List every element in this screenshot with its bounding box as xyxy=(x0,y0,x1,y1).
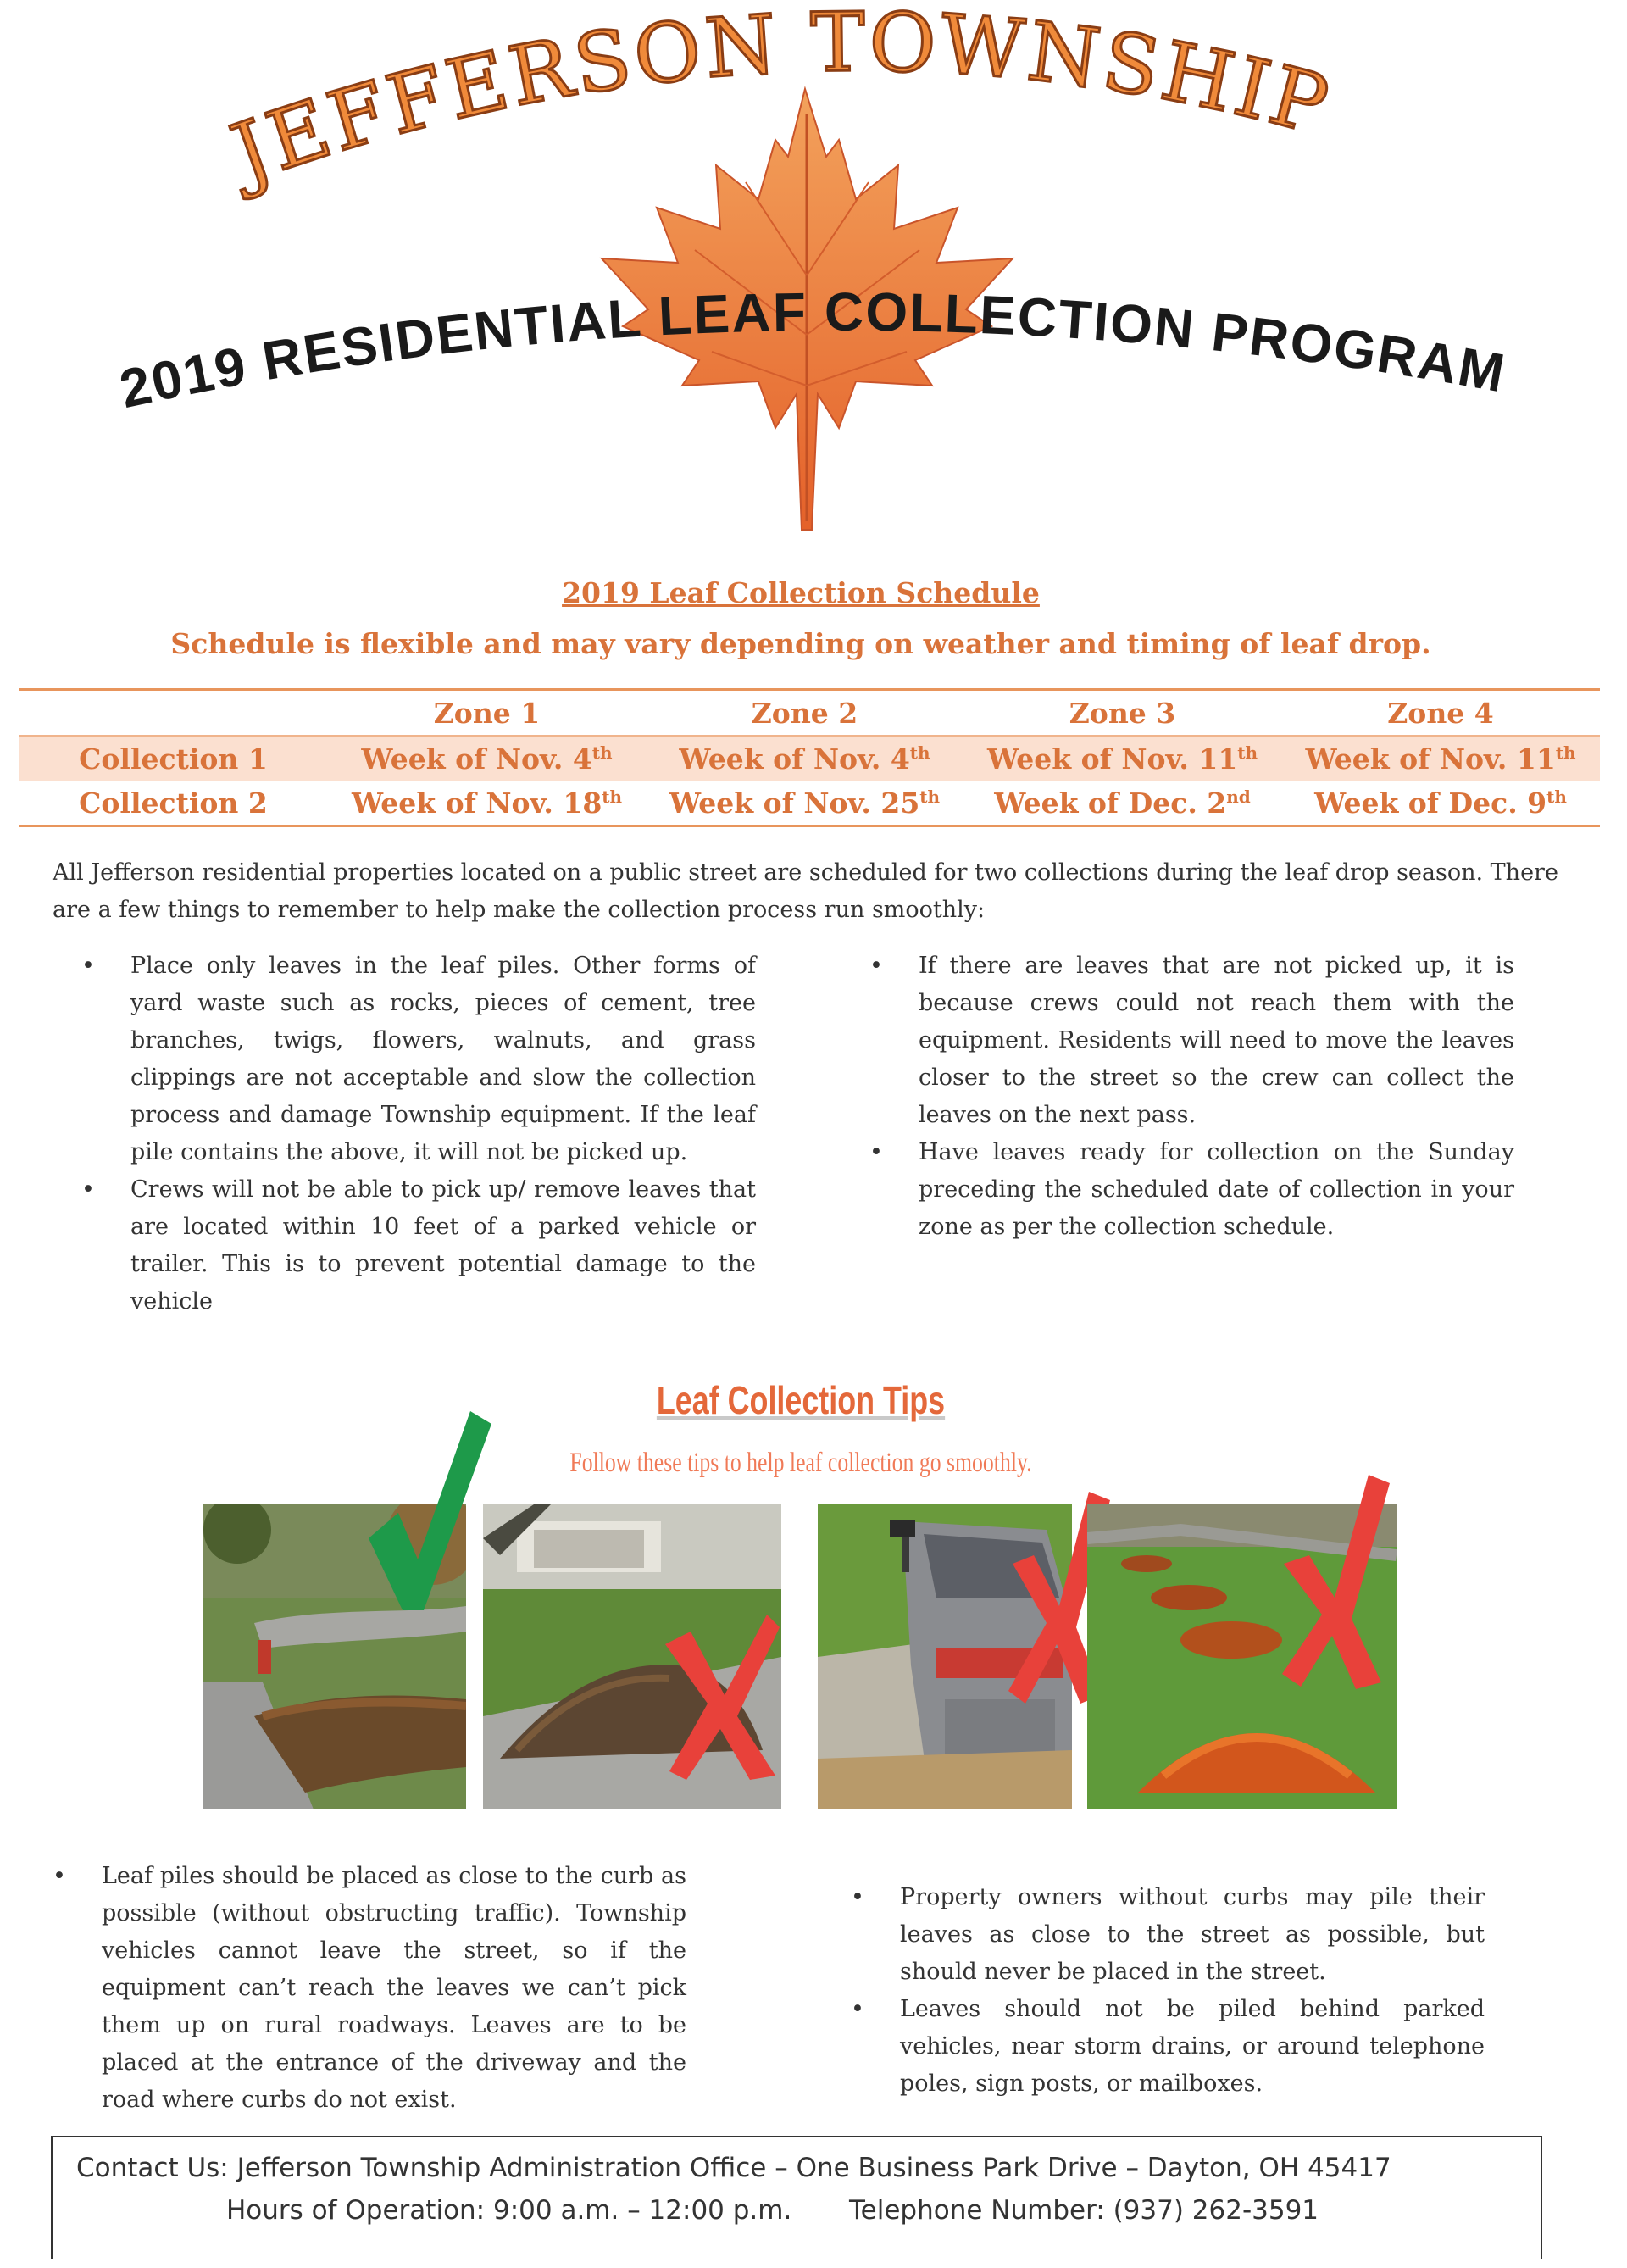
schedule-cell: Week of Dec. 9th xyxy=(1314,786,1567,820)
zone-header: Zone 2 xyxy=(646,690,963,737)
program-title: 2019 RESIDENTIAL LEAF COLLECTION PROGRAM xyxy=(114,281,1511,420)
bullet-icon: • xyxy=(851,1884,864,1910)
list-item: • Property owners without curbs may pile their leaves as close to the street as possible, but should never be placed in the street. xyxy=(822,1879,1485,1991)
zone-header: Zone 3 xyxy=(963,690,1281,737)
zone-header: Zone 1 xyxy=(328,690,646,737)
bullet-icon: • xyxy=(869,1139,883,1165)
contact-line: Contact Us: Jefferson Township Administration Office – One Business Park Drive – Dayton, OH 45417 xyxy=(76,2153,1391,2183)
schedule-heading: 2019 Leaf Collection Schedule xyxy=(562,576,1040,609)
schedule-row xyxy=(19,781,1600,826)
tips-title: Leaf Collection Tips xyxy=(656,1378,946,1422)
schedule-cell: Week of Nov. 18th xyxy=(351,786,623,820)
collection-label: Collection 1 xyxy=(19,736,328,781)
schedule-cell: Week of Nov. 4th xyxy=(646,736,963,781)
list-item: • Have leaves ready for collection on the Sunday preceding the scheduled date of collection in your zone as per the collection schedule. xyxy=(841,1134,1514,1246)
office-hours: Hours of Operation: 9:00 a.m. – 12:00 p.m. xyxy=(226,2195,792,2226)
contact-box xyxy=(51,2136,1542,2259)
intro-paragraph: All Jefferson residential properties located on a public street are scheduled for two collections during the leaf drop season. There are a few things to remember to help make the collection process run smoothly: xyxy=(53,859,1558,923)
list-item: • Leaf piles should be placed as close to the curb as possible (without obstructing traffic). Township vehicles cannot leave the street, so if the equipment can’t reach the leaves we can’t pick them up on rural roadways. Leaves are to be placed at the entrance of the driveway and the road where curbs do not exist. xyxy=(24,1858,686,2119)
bullet-icon: • xyxy=(869,953,883,979)
list-item: • Place only leaves in the leaf piles. Other forms of yard waste such as rocks, pieces of cement, tree branches, twigs, flowers, walnuts, and grass clippings are not acceptable and slow the collection process and damage Township equipment. If the leaf pile contains the above, it will not be picked up. xyxy=(53,948,756,1171)
schedule-table xyxy=(19,688,1600,827)
bullet-icon: • xyxy=(81,953,95,979)
schedule-cell: Week of Dec. 2nd xyxy=(994,786,1251,820)
schedule-cell: Week of Nov. 4th xyxy=(328,736,646,781)
schedule-cell: Week of Nov. 11th xyxy=(963,736,1281,781)
schedule-corner-cell xyxy=(19,690,328,737)
schedule-note: Schedule is flexible and may vary depending on weather and timing of leaf drop. xyxy=(170,627,1431,660)
schedule-cell: Week of Nov. 25th xyxy=(669,786,941,820)
x-mark-icon xyxy=(657,1610,784,1780)
bullet-list-left xyxy=(53,948,756,1320)
bullet-icon: • xyxy=(53,1863,66,1889)
schedule-cell: Week of Nov. 11th xyxy=(1281,736,1600,781)
list-item: • Leaves should not be piled behind parked vehicles, near storm drains, or around telephone poles, sign posts, or mailboxes. xyxy=(822,1991,1485,2103)
bullet-icon: • xyxy=(81,1176,95,1203)
bullet-list-bottom-left xyxy=(24,1858,686,2119)
township-title: JEFFERSON TOWNSHIP xyxy=(219,0,1341,202)
bullet-list-bottom-right xyxy=(822,1879,1485,2103)
telephone-number: Telephone Number: (937) 262-3591 xyxy=(849,2195,1319,2226)
collection-label: Collection 2 xyxy=(79,786,268,820)
program-title-arc xyxy=(0,0,1627,475)
tips-subtitle: Follow these tips to help leaf collection go smoothly. xyxy=(569,1448,1032,1478)
bullet-list-right xyxy=(841,948,1514,1246)
zone-header: Zone 4 xyxy=(1281,690,1600,737)
schedule-row xyxy=(19,736,1600,781)
bullet-icon: • xyxy=(851,1996,864,2022)
list-item: • If there are leaves that are not picked up, it is because crews could not reach them with the equipment. Residents will need to move the leaves closer to the street so the crew can collect the leaves on the next pass. xyxy=(841,948,1514,1134)
list-item: • Crews will not be able to pick up/ remove leaves that are located within 10 feet of a parked vehicle or trailer. This is to prevent potential damage to the vehicle xyxy=(53,1171,756,1320)
check-mark-icon xyxy=(352,1403,496,1623)
schedule-header-row xyxy=(19,690,1600,737)
x-mark-icon xyxy=(1275,1470,1394,1691)
